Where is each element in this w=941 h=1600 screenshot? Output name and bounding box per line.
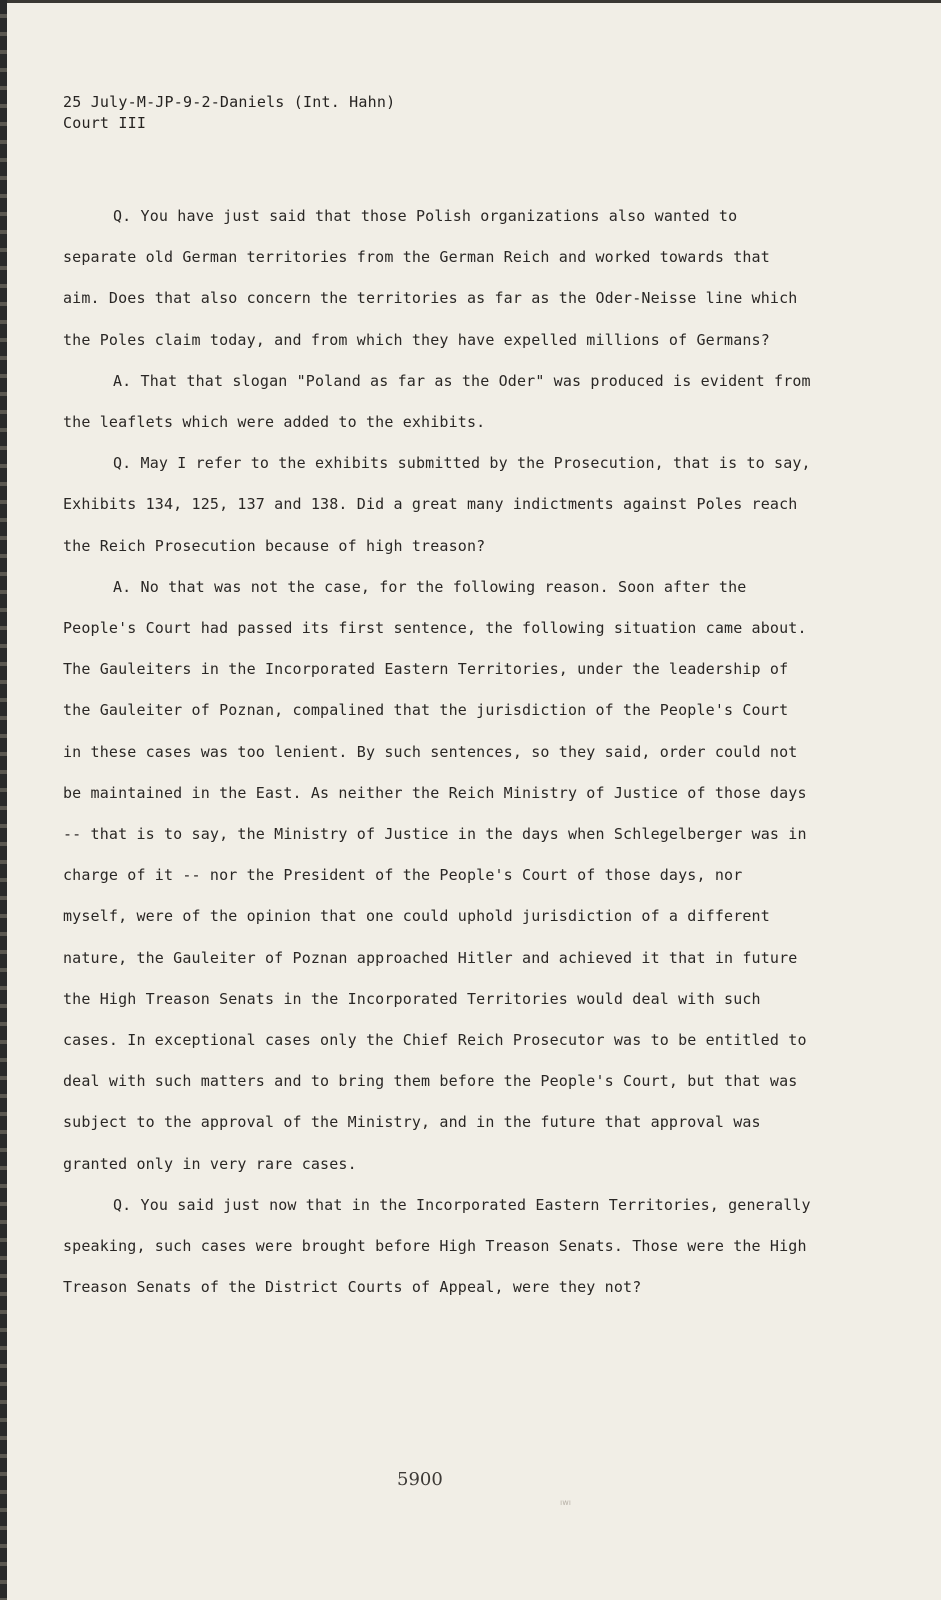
- transcript-paragraph: A. No that was not the case, for the following reason. Soon after the People's Court had passed its first sentence, the following situation came about. The Gauleiters in the Incorporated Eastern Territories, under the leadership of the Gauleiter of Poznan, compalined that the jurisdiction of the People's Court in these cases was too lenient. By such sentences, so they said, order could not be maintained in the East. As neither the Reich Ministry of Justice of those days -- that is to say, the Ministry of Justice in the days when Schlegelberger was in charge of it -- nor the President of the People's Court of those days, nor myself, were of the opinion that one could uphold jurisdiction of a different nature, the Gauleiter of Poznan approached Hitler and achieved it that in future the High Treason Senats in the Incorporated Territories would deal with such cases. In exceptional cases only the Chief Reich Prosecutor was to be entitled to deal with such matters and to bring them before the People's Court, but that was subject to the approval of the Ministry, and in the future that approval was granted only in very rare cases.: [63, 577, 807, 1173]
- page-number: 5900: [397, 1469, 443, 1490]
- document-header: [63, 92, 395, 134]
- transcript-paragraph: Q. May I refer to the exhibits submitted by the Prosecution, that is to say, Exhibits 134, 125, 137 and 138. Did a great many indictments against Poles reach the Reich Prosecution because of high treason?: [63, 454, 811, 555]
- header-reference-line: 25 July-M-JP-9-2-Daniels (Int. Hahn): [63, 93, 396, 111]
- binding-edge: [0, 0, 7, 1600]
- transcript-body: [63, 196, 813, 1308]
- transcript-paragraph: Q. You have just said that those Polish organizations also wanted to separate old German territories from the German Reich and worked towards that aim. Does that also concern the territories as far as the Oder-Neisse line which the Poles claim today, and from which they have expelled millions of Germans?: [63, 207, 798, 349]
- transcript-paragraph: Q. You said just now that in the Incorporated Eastern Territories, generally speaking, such cases were brought before High Treason Senats. Those were the High Treason Senats of the District Courts of Appeal, were they not?: [63, 1195, 811, 1297]
- transcript-paragraph: A. That that slogan "Poland as far as the Oder" was produced is evident from the leaflets which were added to the exhibits.: [63, 371, 811, 432]
- scan-specks: ıwı: [560, 1498, 571, 1507]
- top-edge-shadow: [0, 0, 941, 3]
- header-court-line: Court III: [63, 114, 147, 132]
